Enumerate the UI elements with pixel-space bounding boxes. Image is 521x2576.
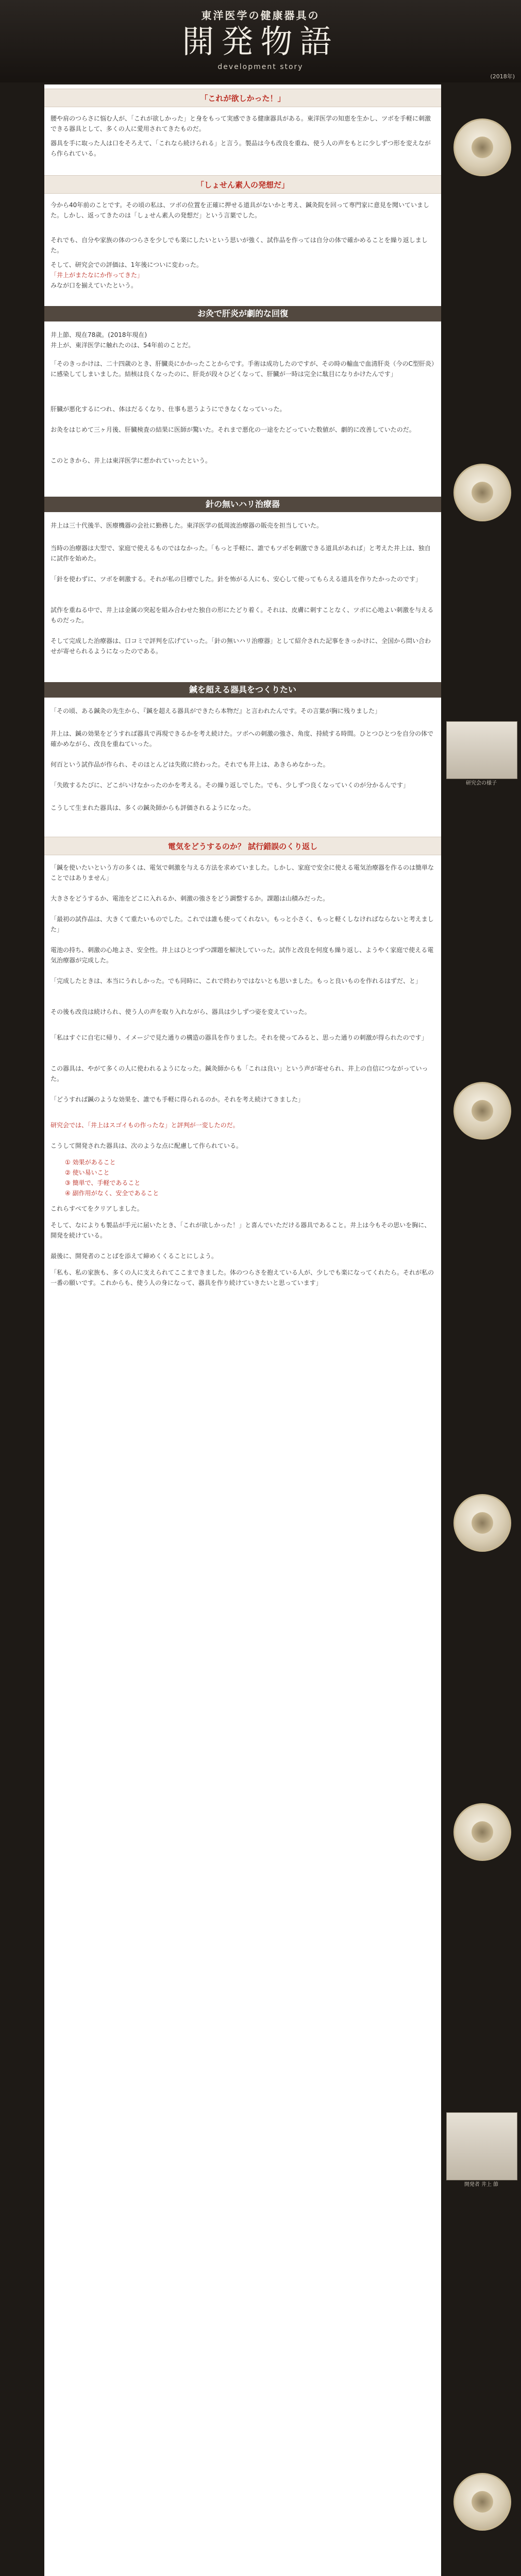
section-2-para-3: そして、研究会での評価は、1年後についに変わった。 [51, 261, 203, 268]
product-image-1 [453, 118, 511, 176]
product-image-4 [453, 1494, 511, 1552]
section-5-head: 鍼を超える器具をつくりたい [44, 682, 441, 698]
section-4-para-3: 「針を使わずに、ツボを刺激する。それが私の目標でした。針を怖がる人にも、安心して使ってもらえる道具を作りたかったのです」 [51, 575, 422, 583]
section-3-para-5: お灸をはじめて三ヶ月後、肝臓検査の結果に医師が驚いた。それまで悪化の一途をたどっていた数値が、劇的に改善していたのだ。 [51, 426, 415, 433]
section-3-para-2: 井上が、東洋医学に触れたのは、54年前のことだ。 [51, 342, 195, 349]
section-6-para-2: 大きさをどうするか、電池をどこに入れるか、刺激の強さをどう調整するか。課題は山積みだった。 [51, 895, 329, 902]
section-6-para-13: これらすべてをクリアしました。 [51, 1205, 143, 1212]
section-6-para-7: 「私はすぐに自宅に帰り、イメージで見た通りの構造の器具を作りました。それを使ってみると、思った通りの刺激が得られたのです」 [51, 1034, 428, 1041]
meeting-photo [446, 721, 517, 779]
section-6-para-3: 「最初の試作品は、大きくて重たいものでした。これでは誰も使ってくれない。もっと小さく、もっと軽くしなければならないと考えました」 [51, 916, 434, 933]
section-5-para-4: 「失敗するたびに、どこがいけなかったのかを考える。その繰り返しでした。でも、少しずつ良くなっていくのが分かるんです」 [51, 782, 410, 789]
product-image-6 [453, 2473, 511, 2531]
product-image-5 [453, 1803, 511, 1861]
section-6-list: ① 効果があること ② 使い易いこと ③ 簡単で、手軽であること ④ 副作用がなく、安全であること [65, 1159, 159, 1197]
header-english-title: development story [217, 63, 304, 71]
section-4-para-1: 井上は三十代後半、医療機器の会社に勤務した。東洋医学の低周波治療器の販売を担当していた。 [51, 522, 323, 529]
section-2-para-4: 「井上がまたなにか作ってきた」 [51, 272, 144, 279]
section-5-para-3: 何百という試作品が作られ、そのほとんどは失敗に終わった。それでも井上は、あきらめなかった。 [51, 761, 329, 768]
section-6-para-16: 「私も、私の家族も、多くの人に支えられてここまできました。体のつらさを抱えている人が、少しでも楽になってくれたら。それが私の一番の願いです。これからも、使う人の身になって、器具を作り続けていきたいと思っています」 [51, 1269, 434, 1286]
section-6-para-15: 最後に、開発者のことばを添えて締めくくることにしよう。 [51, 1252, 218, 1260]
section-6-para-9: 「どうすれば鍼のような効果を、誰でも手軽に得られるのか。それを考え続けてきました」 [51, 1096, 305, 1103]
section-5-para-1: 「その頃、ある鍼灸の先生から、『鍼を超える器具ができたら本物だ』と言われたんです。その言葉が胸に残りました」 [51, 707, 381, 715]
section-3-para-6: このときから、井上は東洋医学に惹かれていったという。 [51, 457, 212, 464]
developer-photo-caption: 開発者 井上 節 [464, 2182, 499, 2188]
section-2-para-2: それでも、自分や家族の体のつらさを少しでも楽にしたいという思いが強く、試作品を作っては自分の体で確かめることを繰り返しました。 [51, 236, 428, 254]
section-6-para-5: 「完成したときは、本当にうれしかった。でも同時に、これで終わりではないとも思いました。もっと良いものを作れるはずだ、と」 [51, 977, 422, 985]
section-2-para-1: 今から40年前のことです。その頃の私は、ツボの位置を正確に押せる道具がないかと考え、鍼灸院を回って専門家に意見を聞いていました。しかし、返ってきたのは「しょせん素人の発想だ」という言葉でした。 [51, 201, 430, 219]
meeting-photo-caption: 研究会の様子 [466, 781, 497, 786]
section-5-para-2: 井上は、鍼の効果をどうすれば器具で再現できるかを考え続けた。ツボへの刺激の強さ、角度、持続する時間。ひとつひとつを自分の体で確かめながら、改良を重ねていった。 [51, 730, 434, 748]
section-4-para-4: 試作を重ねる中で、井上は金属の突起を組み合わせた独自の形にたどり着く。それは、皮膚に刺すことなく、ツボに心地よい刺激を与えるものだった。 [51, 606, 434, 624]
section-6-para-4: 電池の持ち、刺激の心地よさ、安全性。井上はひとつずつ課題を解決していった。試作と改良を何度も繰り返し、ようやく家庭で使える電気治療器が完成した。 [51, 946, 434, 964]
section-5-para-5: こうして生まれた器具は、多くの鍼灸師からも評価されるようになった。 [51, 804, 255, 811]
section-2-para-5: みなが口を揃えていたという。 [51, 282, 138, 289]
section-6-title: 電気をどうするのか？ 試行錯誤のくり返し [167, 842, 318, 851]
section-2-title: 「しょせん素人の発想だ」 [196, 180, 289, 190]
section-1-title: 「これが欲しかった！」 [200, 94, 285, 103]
section-6-para-10: 研究会では、「井上はスゴイもの作ったな」と評判が一変したのだ。 [51, 1122, 239, 1129]
section-3-head: お灸で肝炎が劇的な回復 [44, 306, 441, 321]
page-header [0, 0, 521, 82]
section-6-para-6: その後も改良は続けられ、使う人の声を取り入れながら、器具は少しずつ姿を変えていった。 [51, 1008, 311, 1015]
section-6-para-11: こうして開発された器具は、次のような点に配慮して作られている。 [51, 1142, 243, 1149]
header-subtitle: 東洋医学の健康器具の [201, 9, 320, 22]
section-4-para-2: 当時の治療器は大型で、家庭で使えるものではなかった。「もっと手軽に、誰でもツボを刺激できる道具があれば」と考えた井上は、独自に試作を始めた。 [51, 545, 431, 562]
section-3-para-3: 「そのきっかけは、二十四歳のとき、肝臓炎にかかったことからです。手術は成功したのですが、その時の輸血で血清肝炎（今のC型肝炎）に感染してしまいました。結核は良くなったのに、肝炎が段々ひどくなって、肝臓が一時は完全に駄目になりかけたんです」 [51, 360, 434, 378]
section-6-para-14: そして、なによりも製品が手元に届いたとき、「これが欲しかった！」と喜んでいただける器具であること。井上は今もその思いを胸に、開発を続けている。 [51, 1222, 431, 1239]
section-1-para-2: 器具を手に取った人は口をそろえて、「これなら続けられる」と言う。製品は今も改良を重ね、使う人の声をもとに少しずつ形を変えながら作られている。 [51, 140, 431, 157]
section-3-para-1: 井上節、現在78歳。(2018年現在) [51, 331, 147, 338]
section-4-head: 針の無いハリ治療器 [44, 497, 441, 512]
page-title: 開発物語 [182, 23, 339, 60]
article-column [44, 84, 441, 2576]
product-image-3 [453, 1082, 511, 1140]
section-3-para-4: 肝臓が悪化するにつれ、体はだるくなり、仕事も思うようにできなくなっていった。 [51, 405, 286, 413]
section-1-para-1: 腰や肩のつらさに悩む人が、「これが欲しかった」と身をもって実感できる健康器具がある。東洋医学の知恵を生かし、ツボを手軽に刺激できる器具として、多くの人に愛用されてきたものだ。 [51, 115, 431, 132]
section-6-para-8: この器具は、やがて多くの人に使われるようになった。鍼灸師からも「これは良い」という声が寄せられ、井上の自信につながっていった。 [51, 1065, 428, 1082]
developer-photo [446, 2112, 517, 2180]
section-4-para-5: そして完成した治療器は、口コミで評判を広げていった。「針の無いハリ治療器」として紹介された記事をきっかけに、全国から問い合わせが寄せられるようになったのである。 [51, 637, 431, 655]
section-6-para-1: 「鍼を使いたいという方の多くは、電気で刺激を与える方法を求めていました。しかし、家庭で安全に使える電気治療器を作るのは簡単なことではありません」 [51, 864, 434, 882]
product-image-2 [453, 464, 511, 521]
header-date: (2018年) [490, 73, 515, 80]
